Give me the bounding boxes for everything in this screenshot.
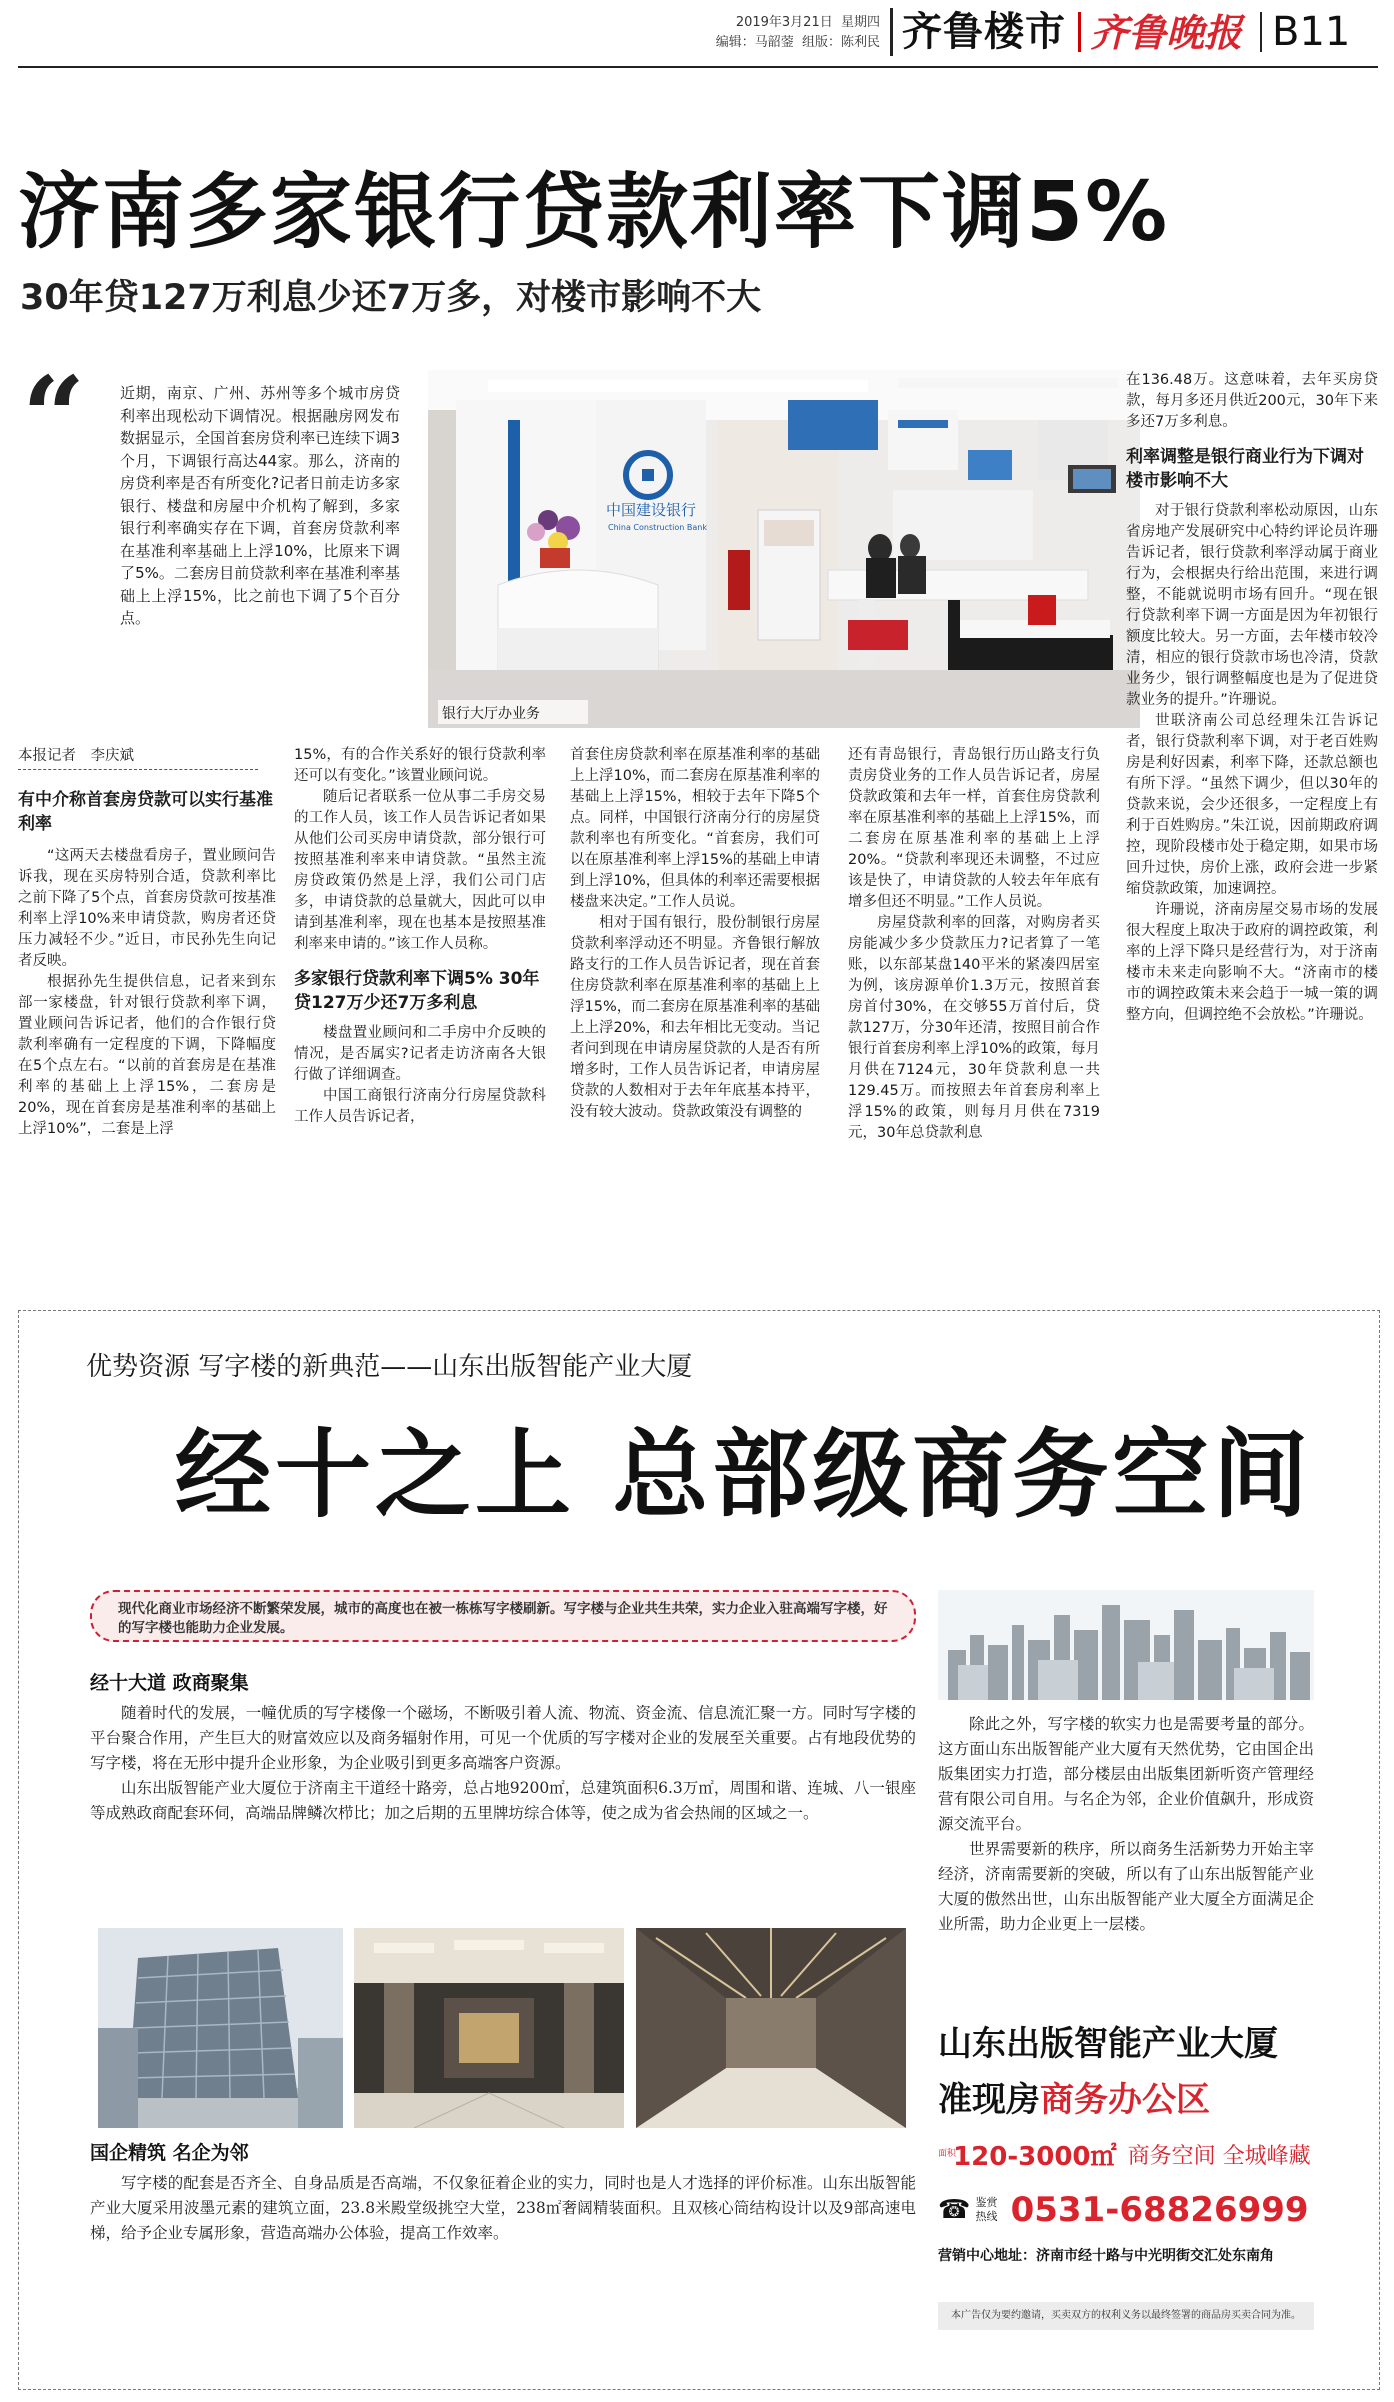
paragraph: 相对于国有银行，股份制银行房屋贷款利率浮动还不明显。齐鲁银行解放路支行的工作人员告诉记者，现在首套住房贷款利率在原基准利率的基础上上浮15%，而二套房在原基准利率的基础上上浮20%，和去年相比无变动。当记者问到现在申请房屋贷款的人是否有所增多时，工作人员告诉记者，申请房屋贷款的人数相对于去年年底基本持平，没有较大波动。贷款政策没有调整的 xyxy=(570,915,820,1120)
paragraph: 山东出版智能产业大厦位于济南主干道经十路旁，总占地9200㎡，总建筑面积6.3万㎡，周围和谐、连城、八一银座等成熟政商配套环伺，高端品牌鳞次栉比；加之后期的五里牌坊综合体等，使之成为省会热闹的区域之一。 xyxy=(90,1779,916,1822)
paragraph: 随后记者联系一位从事二手房交易的工作人员，该工作人员告诉记者如果从他们公司买房申请贷款，部分银行可按照基准利率来申请贷款。“虽然主流房贷政策仍然是上浮，我们公司门店多，申请贷款的总量就大，因此可以申请到基准利率，现在也基本是按照基准利率来申请的。”该工作人员称。 xyxy=(294,789,546,952)
column-5 xyxy=(1126,370,1378,1026)
column-4 xyxy=(848,745,1100,1144)
ad-section-1-title: 经十大道 政商聚集 xyxy=(90,1672,249,1694)
paper-logo: 齐鲁晚报 xyxy=(1090,10,1243,55)
header-divider-red xyxy=(1078,12,1081,52)
paragraph: 15%，有的合作关系好的银行贷款利率还可以有变化。”该置业顾问说。 xyxy=(294,747,546,784)
paragraph: 首套住房贷款利率在原基准利率的基础上上浮10%，而二套房在原基准利率的基础上上浮15%，相较于去年下降5个点。同样，中国银行济南分行的房屋贷款利率也有所变化。“首套房，我们可以在原基准利率上浮15%的基础上申请到上浮10%，但具体的利率还需要根据楼盘来决定。”工作人员说。 xyxy=(570,747,820,910)
area-line xyxy=(938,2136,1314,2172)
skyline-image xyxy=(938,1590,1314,1700)
paragraph: 随着时代的发展，一幢优质的写字楼像一个磁场，不断吸引着人流、物流、资金流、信息流汇聚一方。同时写字楼的平台聚合作用，产生巨大的财富效应以及商务辐射作用，可见一个优质的写字楼对企业的发展至关重要。占有地段优势的写字楼，将在无形中提升企业形象，为企业吸引到更多高端客户资源。 xyxy=(90,1704,916,1772)
photo-caption: 银行大厅办业务 xyxy=(442,706,540,722)
hotline-label-1: 鉴赏 xyxy=(975,2196,998,2209)
column-1 xyxy=(18,745,276,1140)
brand-tagline-b: 商务办公区 xyxy=(1040,2080,1210,2120)
ad-intro: 现代化商业市场经济不断繁荣发展，城市的高度也在被一栋栋写字楼刷新。写字楼与企业共生共荣，实力企业入驻高端写字楼，好的写字楼也能助力企业发展。 xyxy=(90,1590,916,1642)
header-divider xyxy=(890,8,893,56)
article-headline: 济南多家银行贷款利率下调5% xyxy=(18,165,1170,260)
ad-section-2-title: 国企精筑 名企为邻 xyxy=(90,2142,249,2164)
lobby-image xyxy=(354,1928,624,2128)
ad-disclaimer: 本广告仅为要约邀请，买卖双方的权利义务以最终签署的商品房买卖合同为准。 xyxy=(938,2302,1314,2330)
article-lead: 近期，南京、广州、苏州等多个城市房贷利率出现松动下调情况。根据融房网发布数据显示，全国首套房贷利率已连续下调3个月，下调银行高达44家。那么，济南的房贷利率是否有所变化?记者日前走访多家银行、楼盘和房屋中介机构了解到，多家银行利率确实存在下调，首套房贷款利率在基准利率基础上上浮10%，比原来下调了5%。二套房目前贷款利率在基准利率基础上上浮15%，比之前也下调了5个百分点。 xyxy=(120,384,400,627)
header-divider-2 xyxy=(1260,12,1262,52)
ad-section-2 xyxy=(90,2130,916,2246)
header-layout: 组版：陈利民 xyxy=(801,35,880,50)
header-editor: 编辑：马韶蓥 xyxy=(715,35,794,50)
ad-kicker: 优势资源 写字楼的新典范——山东出版智能产业大厦 xyxy=(86,1352,693,1382)
ad-title: 经十之上 总部级商务空间 xyxy=(175,1419,1313,1531)
paragraph: 许珊说，济南房屋交易市场的发展很大程度上取决于政府的调控政策，利率的上浮下降只是经营行为，对于济南楼市未来走向影响不大。“济南市的楼市的调控政策未来会趋于一城一策的调整方向，但调控绝不会放松。”许珊说。 xyxy=(1126,902,1378,1023)
article-subhead: 30年贷127万利息少还7万多，对楼市影响不大 xyxy=(20,278,762,318)
column-2 xyxy=(294,745,546,1128)
paragraph: 中国工商银行济南分行房屋贷款科工作人员告诉记者， xyxy=(294,1088,546,1125)
paragraph: “这两天去楼盘看房子，置业顾问告诉我，现在买房特别合适，贷款利率比之前下降了5个点，首套房贷款可按基准利率上浮10%来申请贷款，购房者还贷压力减轻不少。”近日，市民孙先生向记者反映。 xyxy=(18,848,276,969)
paragraph: 对于银行贷款利率松动原因，山东省房地产发展研究中心特约评论员许珊告诉记者，银行贷款利率浮动属于商业行为，会根据央行给出范围，来进行调整，不能就说明市场有回升。“现在银行贷款利率下调一方面是因为年初银行额度比较大。另一方面，去年楼市较冷清，相应的银行贷款市场也冷清，贷款业务少，银行调整幅度也是为了促进贷款业务的提升。”许珊说。 xyxy=(1126,503,1378,708)
paragraph: 根据孙先生提供信息，记者来到东部一家楼盘，针对银行贷款利率下调，置业顾问告诉记者，他们的合作银行贷款利率确有一定程度的下调，下降幅度在5个点左右。“以前的首套房是在基准利率的基础上上浮15%，二套房是20%，现在首套房是基准利率的基础上上浮10%”，二套是上浮 xyxy=(18,974,276,1137)
paragraph: 房屋贷款利率的回落，对购房者买房能减少多少贷款压力?记者算了一笔账，以东部某盘140平米的紧凑四居室为例，该房源单价1.3万元，按照首套房首付30%，在交够55万首付后，贷款127万，分30年还清，按照目前合作银行首套房利率上浮10%的政策，每月月供在7124元，30年贷款利息一共129.45万。而按照去年首套房利率上浮15%的政策，则每月月供在7319元，30年总贷款利息 xyxy=(848,915,1100,1141)
brand-tagline-a: 准现房 xyxy=(938,2080,1040,2120)
paragraph: 世联济南公司总经理朱江告诉记者，银行贷款利率下调，对于老百姓购房是利好因素，利率下降，还款总额也有所下浮。“虽然下调少，但以30年的贷款来说，会少还很多，一定程度上有利于百姓购房。”朱江说，因前期政府调控，现阶段楼市处于稳定期，如果市场回升过快，房价上涨，政府会进一步紧缩贷款政策，加速调控。 xyxy=(1126,713,1378,897)
paragraph: 还有青岛银行，青岛银行历山路支行负责房贷业务的工作人员告诉记者，房屋贷款政策和去年一样，首套住房贷款利率在原基准利率的基础上上浮15%，而二套房在原基准利率的基础上上浮20%。“贷款利率现还未调整，不过应该是快了，申请贷款的人较去年年底有增多但还不明显。”工作人员说。 xyxy=(848,747,1100,910)
header-date-line xyxy=(560,14,880,32)
header-date: 2019年3月21日 xyxy=(735,15,833,30)
reporter-byline: 本报记者 李庆斌 xyxy=(18,745,258,770)
col1-text xyxy=(18,846,276,1140)
building-exterior-image xyxy=(98,1928,343,2128)
area-range: 120-3000㎡ xyxy=(953,2142,1117,2172)
bank-sign: 中国建设银行 xyxy=(606,501,697,519)
section-title: 齐鲁楼市 xyxy=(902,9,1066,55)
hotline-number: 0531-68826999 xyxy=(1010,2190,1309,2230)
col5-title: 利率调整是银行商业行为下调对楼市影响不大 xyxy=(1126,447,1364,491)
page-number: B11 xyxy=(1272,9,1351,55)
header-rule xyxy=(18,66,1378,68)
paragraph: 世界需要新的秩序，所以商务生活新势力开始主宰经济，济南需要新的突破，所以有了山东出版智能产业大厦的傲然出世，山东出版智能产业大厦全方面满足企业所需，助力企业更上一层楼。 xyxy=(938,1840,1314,1933)
area-slogan: 商务空间 全城峰藏 xyxy=(1127,2144,1311,2169)
corridor-image xyxy=(636,1928,906,2128)
bank-hall-photo xyxy=(428,370,1140,728)
col2-title: 多家银行贷款利率下调5% 30年贷127万少还7万多利息 xyxy=(294,969,540,1013)
area-tag: 面积 xyxy=(938,2149,957,2159)
brand-name: 山东出版智能产业大厦 xyxy=(938,2024,1278,2064)
quote-mark-icon: “ xyxy=(22,352,86,481)
brand-tagline xyxy=(938,2078,1210,2122)
col1-title: 有中介称首套房贷款可以实行基准利率 xyxy=(18,790,273,834)
bank-sign-en: China Construction Bank xyxy=(608,523,707,532)
ad-section-1 xyxy=(90,1660,916,1826)
ad-right-column xyxy=(938,1712,1314,1937)
paragraph: 写字楼的配套是否齐全、自身品质是否高端，不仅象征着企业的实力，同时也是人才选择的评价标准。山东出版智能产业大厦采用波墨元素的建筑立面，23.8米殿堂级挑空大堂，238㎡奢阔精装面积。且双核心筒结构设计以及9部高速电梯，给予企业专属形象，营造高端办公体验，提高工作效率。 xyxy=(90,2174,916,2242)
hotline-line xyxy=(938,2190,1314,2234)
paragraph: 在136.48万。这意味着，去年买房贷款，每月多还月供近200元，30年下来多还7万多利息。 xyxy=(1126,372,1378,430)
header-editor-line xyxy=(560,34,880,52)
hotline-label xyxy=(975,2196,1005,2224)
paragraph: 楼盘置业顾问和二手房中介反映的情况，是否属实?记者走访济南各大银行做了详细调查。 xyxy=(294,1025,546,1083)
column-3 xyxy=(570,745,820,1123)
header-weekday: 星期四 xyxy=(840,15,880,30)
hotline-label-2: 热线 xyxy=(975,2210,998,2223)
paragraph: 除此之外，写字楼的软实力也是需要考量的部分。这方面山东出版智能产业大厦有天然优势，它由国企出版集团实力打造，部分楼层由出版集团新听资产管理经营有限公司自用。与名企为邻，企业价值飙升，形成资源交流平台。 xyxy=(938,1715,1314,1833)
phone-icon: ☎ xyxy=(938,2195,971,2225)
sales-address: 营销中心地址：济南市经十路与中光明街交汇处东南角 xyxy=(938,2248,1274,2264)
